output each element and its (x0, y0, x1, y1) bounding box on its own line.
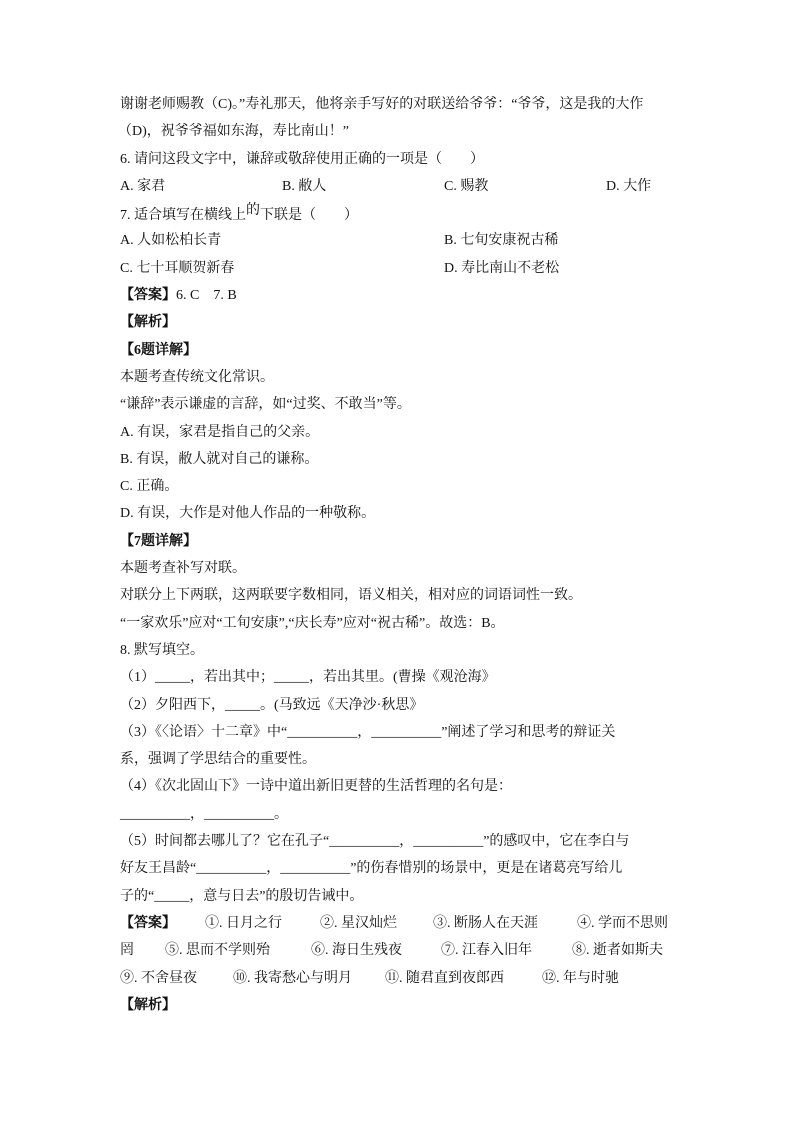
question-8-line: （4）《次北固山下》一诗中道出新旧更替的生活哲理的名句是： (120, 779, 512, 795)
answer-item: 罔 (120, 943, 134, 959)
analysis-line: “谦辞”表示谦虚的言辞，如“过奖、不敢当”等。 (120, 397, 411, 413)
answer-8-row (120, 965, 720, 992)
analysis-line: C. 正确。 (120, 479, 179, 495)
answer-item: ②. 星汉灿烂 (320, 915, 397, 931)
analysis-label: 【解析】 (120, 997, 176, 1013)
question-8-line: （1）_____，若出其中；_____，若出其里。(曹操《观沧海》 (120, 670, 496, 686)
answer-item: ③. 断肠人在天涯 (433, 915, 538, 931)
question-8-line: __________，__________。 (120, 806, 288, 822)
question-8-line: （2）夕阳西下，_____。(马致远《天净沙·秋思》 (120, 697, 424, 713)
answer-item: ④. 学而不思则 (577, 915, 668, 931)
answer-item: ①. 日月之行 (205, 915, 282, 931)
analysis-label: 【解析】 (120, 315, 176, 331)
analysis-line: B. 有误，敝人就对自己的谦称。 (120, 451, 319, 467)
question-8-line: 系，强调了学思结合的重要性。 (120, 752, 316, 768)
answer-item: ⑫. 年与时驰 (542, 970, 619, 986)
question-8-line: （3）《〈论语〉十二章》中“__________，__________”阐述了学习和思考的辩证关 (120, 724, 616, 740)
answer-8-row (120, 910, 720, 937)
option-d: D. 寿比南山不老松 (444, 260, 560, 276)
question-8-line: 好友王昌龄“__________，__________”的伤春惜别的场景中，更是在诸葛亮写给儿 (120, 861, 623, 877)
answer-item: ⑥. 海日生残夜 (311, 943, 402, 959)
option-a: A. 人如松柏长青 (120, 233, 222, 249)
question-7-analysis-heading: 【7题详解】 (120, 533, 197, 549)
question-7-options-row (120, 255, 720, 282)
analysis-line: “一家欢乐”应对“工旬安康”,“庆长寿”应对“祝古稀”。故选：B。 (120, 615, 505, 631)
question-8-line: 子的“_____，意与日去”的殷切告诫中。 (120, 888, 364, 904)
option-b: B. 敝人 (282, 178, 327, 194)
answer-6-7 (120, 282, 720, 309)
question-7-stem-part: 7. 适合填写在横线上 (120, 208, 246, 224)
passage-line: 谢谢老师赐教（C)。”寿礼那天，他将亲手写好的对联送给爷爷：“爷爷，这是我的大作 (120, 97, 644, 112)
question-8-line: （5）时间都去哪儿了？它在孔子“__________，__________”的感叹中，它在李白与 (120, 834, 630, 850)
analysis-line: 本题考查补写对联。 (120, 561, 246, 577)
option-d: D. 大作 (606, 178, 652, 194)
question-8-stem: 8. 默写填空。 (120, 642, 204, 658)
document-body (120, 91, 720, 1019)
question-6-analysis-heading: 【6题详解】 (120, 342, 197, 358)
answer-item: ⑦. 江春入旧年 (441, 943, 532, 959)
analysis-line: 对联分上下两联，这两联要字数相同，语义相关，相对应的词语词性一致。 (120, 588, 582, 604)
answer-item: ⑨. 不舍昼夜 (120, 970, 197, 986)
question-7-stem-part: 下联是（ ） (260, 208, 358, 224)
question-6-stem: 6. 请问这段文字中，谦辞或敬辞使用正确的一项是（ ） (120, 151, 484, 167)
analysis-line: D. 有误，大作是对他人作品的一种敬称。 (120, 506, 376, 522)
answer-8-row (120, 937, 720, 964)
passage-line: （D)，祝爷爷福如东海，寿比南山！” (118, 124, 349, 140)
answer-label: 【答案】 (120, 288, 176, 304)
answer-item: ⑧. 逝者如斯夫 (572, 943, 663, 959)
answer-item: ⑩. 我寄愁心与明月 (233, 970, 352, 986)
answer-label: 【答案】 (120, 915, 176, 931)
option-b: B. 七旬安康祝古稀 (444, 233, 559, 249)
analysis-line: 本题考查传统文化常识。 (120, 369, 274, 385)
option-a: A. 家君 (120, 178, 166, 194)
analysis-line: A. 有误，家君是指自己的父亲。 (120, 424, 320, 440)
question-7-stem-raised: 的 (246, 203, 260, 219)
question-6-options (120, 173, 720, 200)
option-c: C. 七十耳顺贺新春 (120, 260, 235, 276)
option-c: C. 赐教 (444, 178, 489, 194)
answer-item: ⑤. 思而不学则殆 (165, 943, 270, 959)
question-7-options-row (120, 227, 720, 254)
question-7-stem (120, 202, 720, 229)
answer-item: ⑪. 随君直到夜郎西 (385, 970, 504, 986)
answer-text: 6. C 7. B (176, 288, 237, 304)
